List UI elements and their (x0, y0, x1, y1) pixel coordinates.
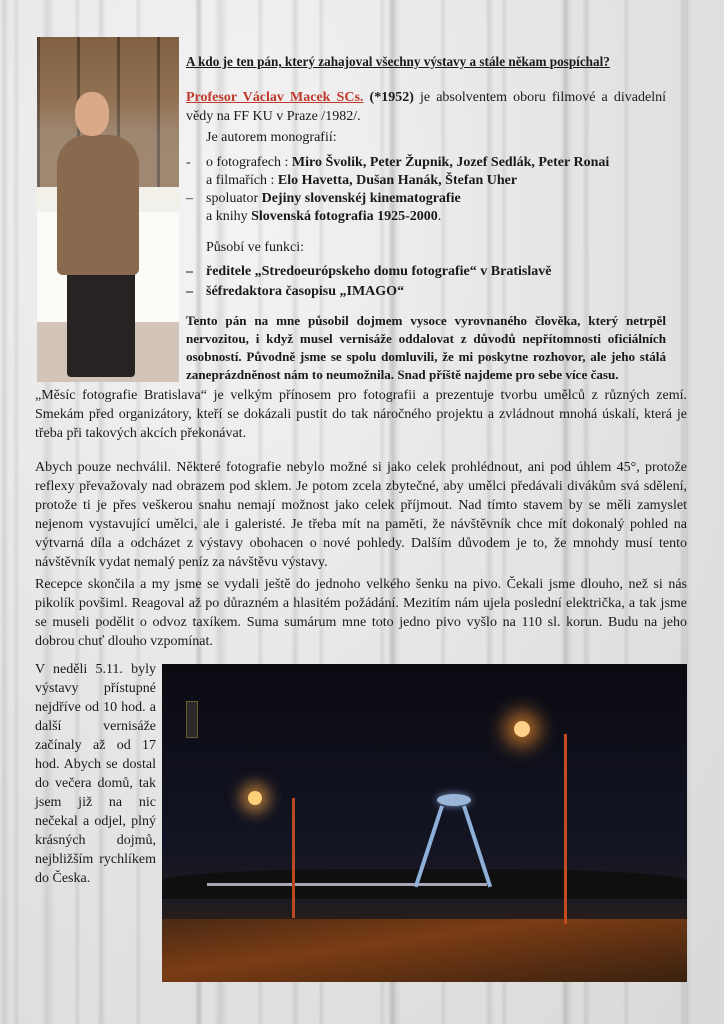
function-item: – šéfredaktora časopisu „IMAGO“ (186, 284, 405, 299)
monograph-item: a knihy Slovenská fotografia 1925-2000. (206, 209, 442, 224)
monograph-item: - o fotografech : Miro Švolik, Peter Župnik, Jozef Sedlák, Peter Ronai (186, 155, 610, 170)
function-item: – ředitele „Stredoeurópskeho domu fotografie“ v Bratislavě (186, 264, 552, 279)
night-bridge-photo (162, 664, 687, 982)
photo-person-jacket (57, 135, 139, 275)
body-paragraph: „Měsíc fotografie Bratislava“ je velkým přínosem pro fotografii a prezentuje tvorbu umělců z různých zemí. Smekám před organizátory, kteří se dokázali pustit do tak náročného projektu a zvládnout mnohá úskalí, která je třeba při takových akcích překonávat. (35, 388, 687, 441)
side-paragraph: V neděli 5.11. byly výstavy přístupné nejdříve od 10 hod. a další vernisáže začínaly až od 17 hod. Abych se dostal do večera domů, tak jsem již na nic nečekal a odjel, plný krásných dojmů, nejbližším rychlíkem do Česka. (35, 662, 156, 886)
photo-person-legs (67, 267, 135, 377)
body-paragraph: Recepce skončila a my jsme se vydali ještě do jednoho velkého šenku na pivo. Čekali jsme dlouho, než si nás pikolík povšiml. Reagoval až po důrazném a hlasitém požádání. Mezitím nám ujela poslední električka, a tak jsme se museli podělit o odvoz taxíkem. Suma sumárum mne toto jedno pivo vyšlo na 110 sl. korun. Budu na jeho dobrou chuť dlouho vzpomínat. (35, 577, 687, 649)
photo-road (162, 919, 687, 982)
birth-year: (*1952) (369, 90, 414, 105)
person-name: Profesor Václav Macek SCs. (186, 90, 364, 105)
photo-city-lights (207, 883, 487, 886)
body-paragraph: Abych pouze nechválil. Některé fotografie nebylo možné si jako celek prohlédnout, ani pod úhlem 45°, protože reflexy převažovaly nad obrazem pod sklem. Je potom zcela zbytečné, aby umělci předávali divákům svá sdělení, protože ti je přes veškerou snahu nemají možnost jako celek příjmout. Nad tímto stavem by se měli zamyslet nejenom vystavující umělci, ale i galeristé. Je třeba mít na paměti, že návštěvník chce mít dokonalý pohled na výtvarná díla a odcházet z výstavy obohacen o nové pohledy. Dalším důvodem je to, že mnohdy musí tento návštěvník vydat nemalý peníz za návštěvu výstavy. (35, 460, 687, 570)
photo-traffic-light (186, 701, 198, 738)
photo-lamp-pole (292, 798, 295, 918)
photo-person-head (75, 92, 109, 136)
monograph-item: – spoluator Dejiny slovenskéj kinematografie (186, 191, 461, 206)
monographs-label: Je autorem monografií: (206, 130, 337, 145)
opinion-paragraph: Tento pán na mne působil dojmem vysoce vyrovnaného člověka, který netrpěl nervozitou, i když musel vernisáže oddalovat z důvodů nepřítomnosti oficiálních osobností. Původně jsme se spolu domluvili, že mi poskytne rozhovor, ale jeho stálá zaneprázdněnost nám to neumožnila. Snad příště najdeme pro sebe více času. (186, 313, 666, 382)
portrait-photo (37, 37, 179, 382)
intro-text: je absolventem oboru filmové a divadelní vědy na FF KU v Praze /1982/. (186, 90, 666, 124)
photo-lamp-glow (514, 721, 530, 737)
photo-lamp-pole (564, 734, 567, 924)
functions-label: Působí ve funkci: (206, 240, 304, 255)
intro-paragraph (186, 88, 666, 126)
monograph-item: a filmařích : Elo Havetta, Dušan Hanák, Štefan Uher (206, 173, 518, 188)
article-heading: A kdo je ten pán, který zahajoval všechny výstavy a stále někam pospíchal? (186, 54, 610, 69)
photo-bridge-ufo-top (437, 794, 471, 806)
photo-lamp-glow (248, 791, 262, 805)
